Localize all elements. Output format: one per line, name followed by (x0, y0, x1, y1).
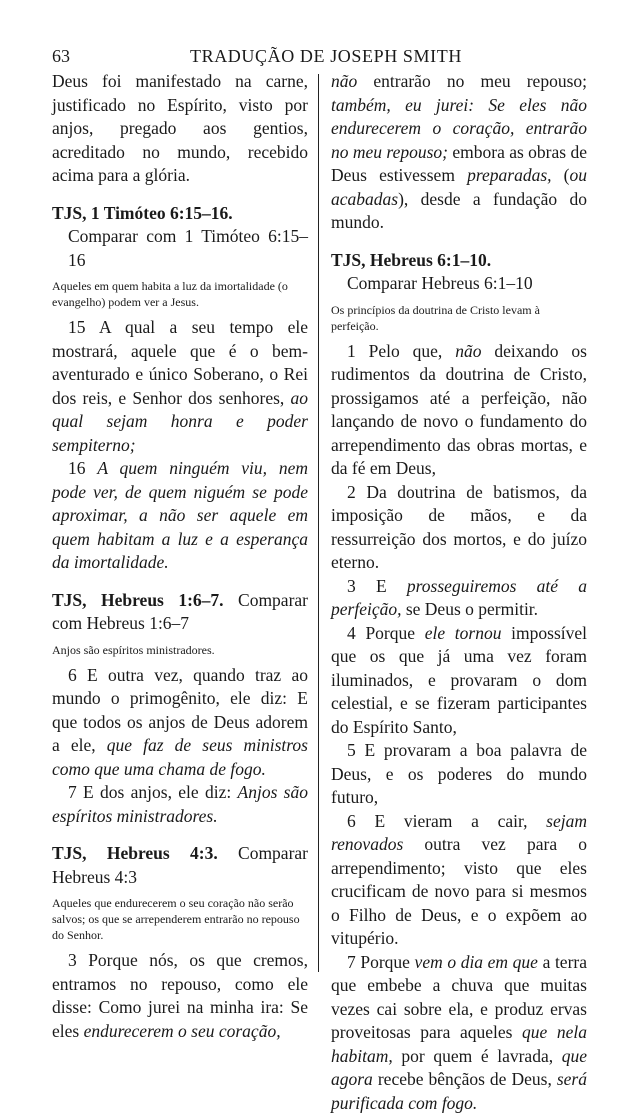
intro-paragraph: Deus foi manifestado na carne, justificado no Espírito, visto por anjos, pregado aos gentios, acreditado no mundo, recebido acima para a glória. (52, 70, 308, 188)
verse-16: 16 A quem ninguém viu, nem pode ver, de quem niguém se pode aproximar, a não ser aquele em quem habitam a luz e a esperança da imortalidade. (52, 457, 308, 575)
verse-6-heb6: 6 E vieram a cair, sejam renovados outra vez para o arrependimento; visto que eles crucificam de novo para si mesmos o Filho de Deus, e o expõem ao vitupério. (331, 810, 587, 951)
right-column (331, 70, 587, 1115)
verse-15: 15 A qual a seu tempo ele mostrará, aquele que é o bem-aventurado e único Soberano, o Rei dos reis, e Senhor dos senhores, ao qual sejam honra e poder sempiterno; (52, 316, 308, 457)
verse-3-heb6: 3 E prosseguiremos até a perfeição, se Deus o permitir. (331, 575, 587, 622)
section-summary-heb6: Os princípios da doutrina de Cristo levam à perfeição. (331, 302, 587, 334)
section-title-heb1: TJS, Hebreus 1:6–7. Comparar com Hebreus 1:6–7 (52, 589, 308, 636)
verse-3: 3 Porque nós, os que cremos, entramos no repouso, como ele disse: Como jurei na minha ira: Se eles endurecerem o seu coração, (52, 949, 308, 1043)
section-compare-heb6: Comparar Hebreus 6:1–10 (331, 272, 587, 296)
verse-7-heb6: 7 Porque vem o dia em que a terra que embebe a chuva que muitas vezes cai sobre ela, e produz ervas proveitosas para aqueles que nela habitam, por quem é lavrada, que agora recebe bênçãos de Deus, será purificada com fogo. (331, 951, 587, 1115)
verse-4: 4 Porque ele tornou impossível que os que já uma vez foram iluminados, e provaram o dom celestial, e se fizeram participantes do Espírito Santo, (331, 622, 587, 740)
running-head: TRADUÇÃO DE JOSEPH SMITH (190, 46, 462, 67)
verse-6: 6 E outra vez, quando traz ao mundo o primogênito, ele diz: E que todos os anjos de Deus adorem a ele, que faz de seus ministros como que uma chama de fogo. (52, 664, 308, 782)
verse-7: 7 E dos anjos, ele diz: Anjos são espíritos ministradores. (52, 781, 308, 828)
verse-1: 1 Pelo que, não deixando os rudimentos da doutrina de Cristo, prossigamos até a perfeição, não lançando de novo o fundamento do arrependimento das obras mortas, e da fé em Deus, (331, 340, 587, 481)
page-number: 63 (52, 46, 70, 67)
section-summary-heb1: Anjos são espíritos ministradores. (52, 642, 308, 658)
continued-paragraph: não entrarão no meu repouso; também, eu jurei: Se eles não endurecerem o coração, entrarão no meu repouso; embora as obras de Deus estivessem preparadas, (ou acabadas), desde a fundação do mundo. (331, 70, 587, 235)
column-divider (318, 74, 319, 972)
section-summary-1tim: Aqueles em quem habita a luz da imortalidade (o evangelho) podem ver a Jesus. (52, 278, 308, 310)
section-compare-1tim: Comparar com 1 Timóteo 6:15–16 (52, 225, 308, 272)
section-summary-heb4: Aqueles que endurecerem o seu coração não serão salvos; os que se arrependerem entrarão no repouso do Senhor. (52, 895, 308, 943)
section-title-heb4: TJS, Hebreus 4:3. Comparar Hebreus 4:3 (52, 842, 308, 889)
section-title-heb6: TJS, Hebreus 6:1–10. (331, 249, 587, 273)
section-title-1tim: TJS, 1 Timóteo 6:15–16. (52, 202, 308, 226)
verse-5: 5 E provaram a boa palavra de Deus, e os poderes do mundo futuro, (331, 739, 587, 810)
verse-2: 2 Da doutrina de batismos, da imposição de mãos, e da ressurreição dos mortos, e do juízo eterno. (331, 481, 587, 575)
left-column (52, 70, 308, 1043)
